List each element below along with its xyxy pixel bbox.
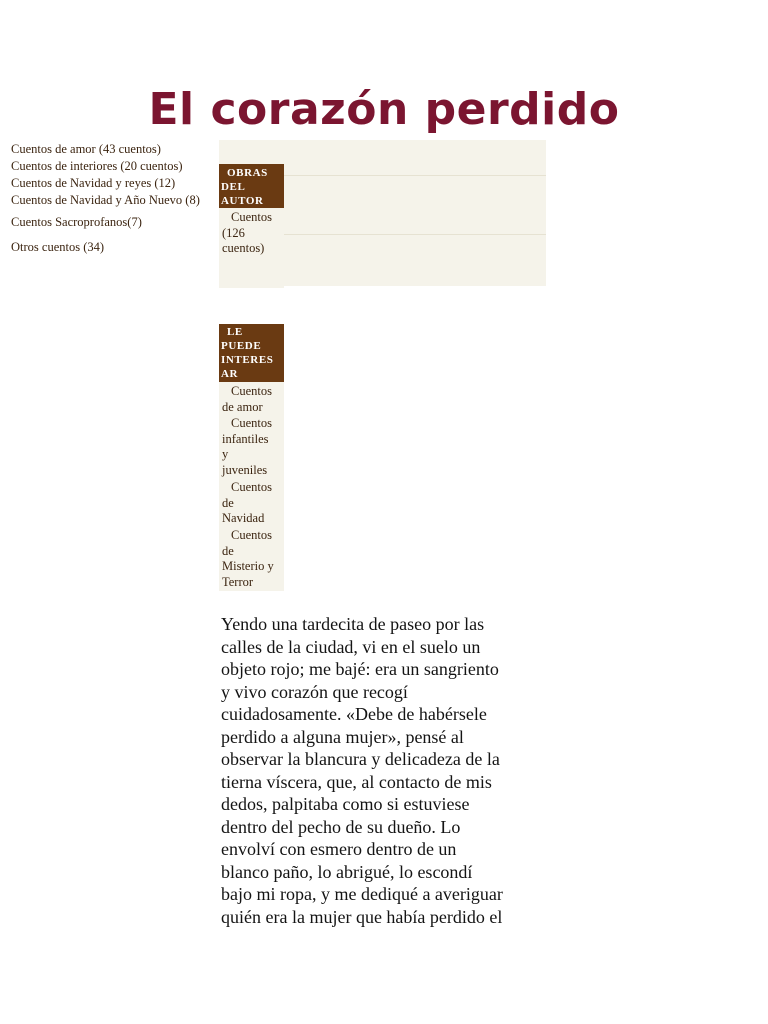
works-header-line: OBRAS <box>227 167 268 179</box>
works-header-line: DEL <box>221 181 246 193</box>
link-line: Navidad <box>222 511 265 525</box>
works-header <box>219 164 284 208</box>
interest-header-line: INTERES <box>221 354 274 366</box>
works-link-interiores[interactable]: Cuentos de interiores (20 cuentos) <box>11 159 183 173</box>
link-line: Cuentos <box>231 384 272 398</box>
link-line: juveniles <box>222 462 268 477</box>
interest-header-line: LE <box>227 326 243 338</box>
interest-link-infantiles[interactable] <box>222 416 284 478</box>
story-line: objeto rojo; me bajé: era un sangriento <box>221 659 499 679</box>
page-title: El corazón perdido <box>148 84 620 135</box>
works-total-link[interactable] <box>222 210 284 257</box>
works-total-line: cuentos) <box>222 241 265 255</box>
story-line: blanco paño, lo abrigué, lo escondí <box>221 861 473 882</box>
link-line: de <box>222 495 234 510</box>
interest-link-misterio[interactable] <box>222 528 284 590</box>
works-link-amor[interactable]: Cuentos de amor (43 cuentos) <box>11 142 161 156</box>
row-divider <box>284 234 546 235</box>
works-link-sacroprofanos[interactable]: Cuentos Sacroprofanos(7) <box>11 215 142 229</box>
interest-header <box>219 324 284 382</box>
link-line: Cuentos <box>231 416 272 430</box>
story-line: y vivo corazón que recogí <box>221 681 408 702</box>
link-line: de <box>222 543 234 558</box>
works-sidebar-tail <box>219 266 284 288</box>
link-line: Cuentos <box>231 480 272 494</box>
works-link-navidad-ano-nuevo[interactable]: Cuentos de Navidad y Año Nuevo (8) <box>11 193 200 207</box>
link-line: de amor <box>222 399 263 414</box>
story-line: envolví con esmero dentro de un <box>221 839 457 859</box>
interest-link-amor[interactable] <box>222 384 284 415</box>
link-line: Terror <box>222 574 254 589</box>
interest-link-navidad[interactable] <box>222 480 284 527</box>
story-line: tierna víscera, que, al contacto de mis <box>221 771 492 792</box>
story-text <box>221 613 551 928</box>
link-line: Cuentos <box>231 528 272 542</box>
story-line: observar la blancura y delicadeza de la <box>221 749 500 769</box>
works-total-line: Cuentos <box>231 210 272 224</box>
link-line: y <box>222 447 229 461</box>
interest-header-line: AR <box>221 368 239 380</box>
interest-header-line: PUEDE <box>221 340 262 352</box>
story-line: bajo mi ropa, y me dediqué a averiguar <box>221 884 503 904</box>
link-line: infantiles <box>222 431 269 446</box>
works-link-navidad-reyes[interactable]: Cuentos de Navidad y reyes (12) <box>11 176 176 190</box>
story-line: dentro del pecho de su dueño. Lo <box>221 816 461 837</box>
story-line: quién era la mujer que había perdido el <box>221 906 503 927</box>
story-line: Yendo una tardecita de paseo por las <box>221 614 485 634</box>
works-total-line: (126 <box>222 225 245 240</box>
story-line: cuidadosamente. «Debe de habérsele <box>221 704 487 724</box>
story-line: perdido a alguna mujer», pensé al <box>221 726 464 747</box>
works-header-line: AUTOR <box>221 195 264 207</box>
link-line: Misterio y <box>222 559 274 573</box>
story-line: calles de la ciudad, vi en el suelo un <box>221 636 481 657</box>
story-line: dedos, palpitaba como si estuviese <box>221 794 470 814</box>
works-link-otros[interactable]: Otros cuentos (34) <box>11 240 105 254</box>
